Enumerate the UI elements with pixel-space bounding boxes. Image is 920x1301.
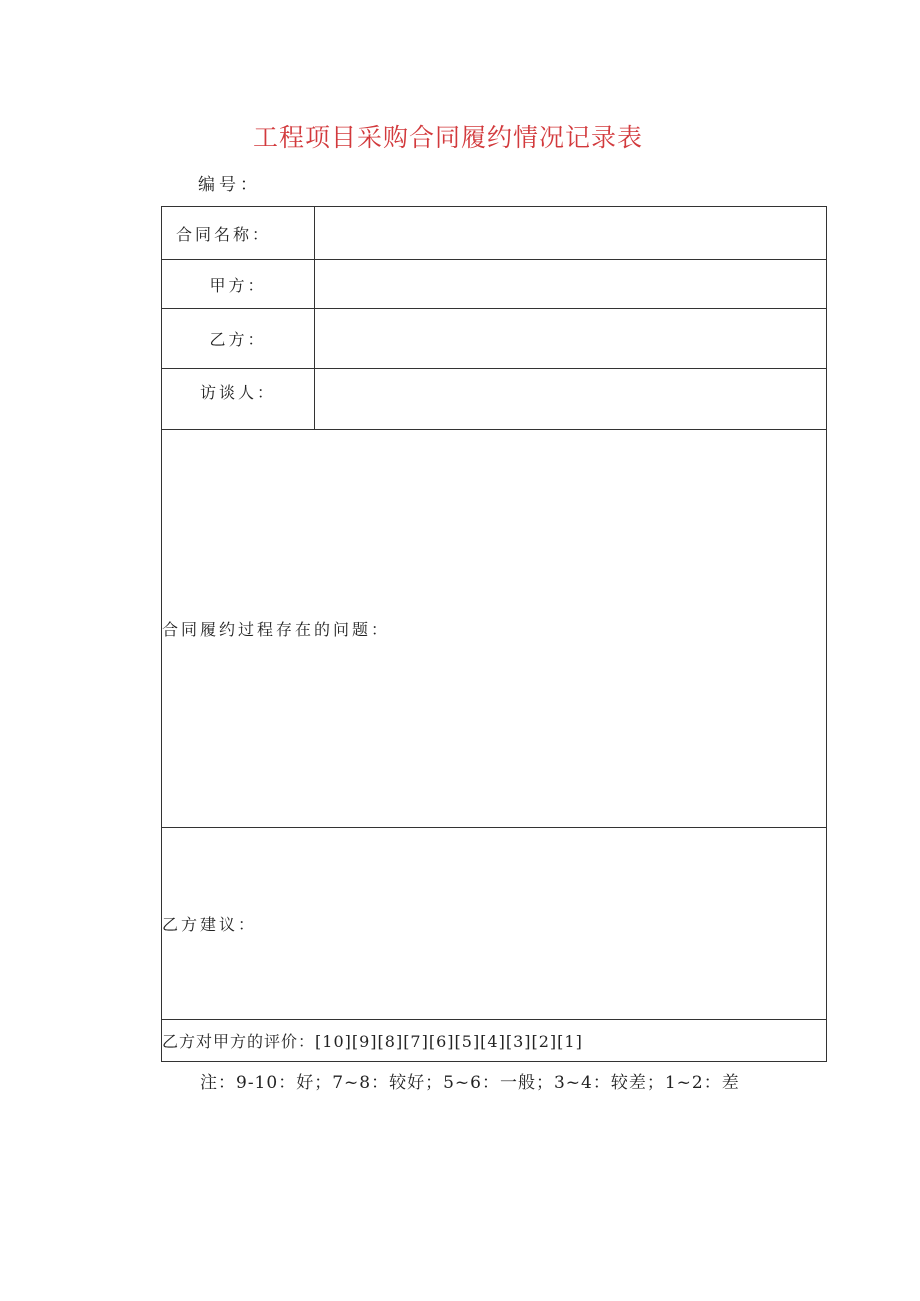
party-b-field[interactable] — [315, 309, 827, 369]
interviewer-label: 访谈人： — [162, 369, 315, 430]
suggestions-label: 乙方建议： — [162, 915, 258, 934]
party-a-label: 甲方： — [162, 260, 315, 309]
contract-name-label: 合同名称： — [162, 207, 315, 260]
serial-number-label: 编号： — [198, 175, 261, 195]
party-b-label: 乙方： — [162, 309, 315, 369]
record-form-table — [161, 206, 827, 1062]
interviewer-field[interactable] — [315, 369, 827, 430]
rating-footnote: 注：9-10：好；7~8：较好；5~6：一般；3~4：较差；1~2：差 — [200, 1073, 740, 1093]
suggestions-field[interactable] — [162, 828, 827, 1020]
contract-name-row — [162, 207, 827, 260]
party-a-field[interactable] — [315, 260, 827, 309]
issues-label: 合同履约过程存在的问题： — [162, 620, 391, 639]
suggestions-row — [162, 828, 827, 1020]
rating-cell — [162, 1020, 827, 1062]
contract-name-field[interactable] — [315, 207, 827, 260]
issues-row — [162, 430, 827, 828]
rating-row — [162, 1020, 827, 1062]
page-title: 工程项目采购合同履约情况记录表 — [252, 123, 643, 152]
rating-options[interactable]: [10][9][8][7][6][5][4][3][2][1] — [315, 1032, 583, 1051]
interviewer-row — [162, 369, 827, 430]
rating-label: 乙方对甲方的评价： — [162, 1032, 316, 1051]
party-a-row — [162, 260, 827, 309]
issues-field[interactable] — [162, 430, 827, 828]
party-b-row — [162, 309, 827, 369]
